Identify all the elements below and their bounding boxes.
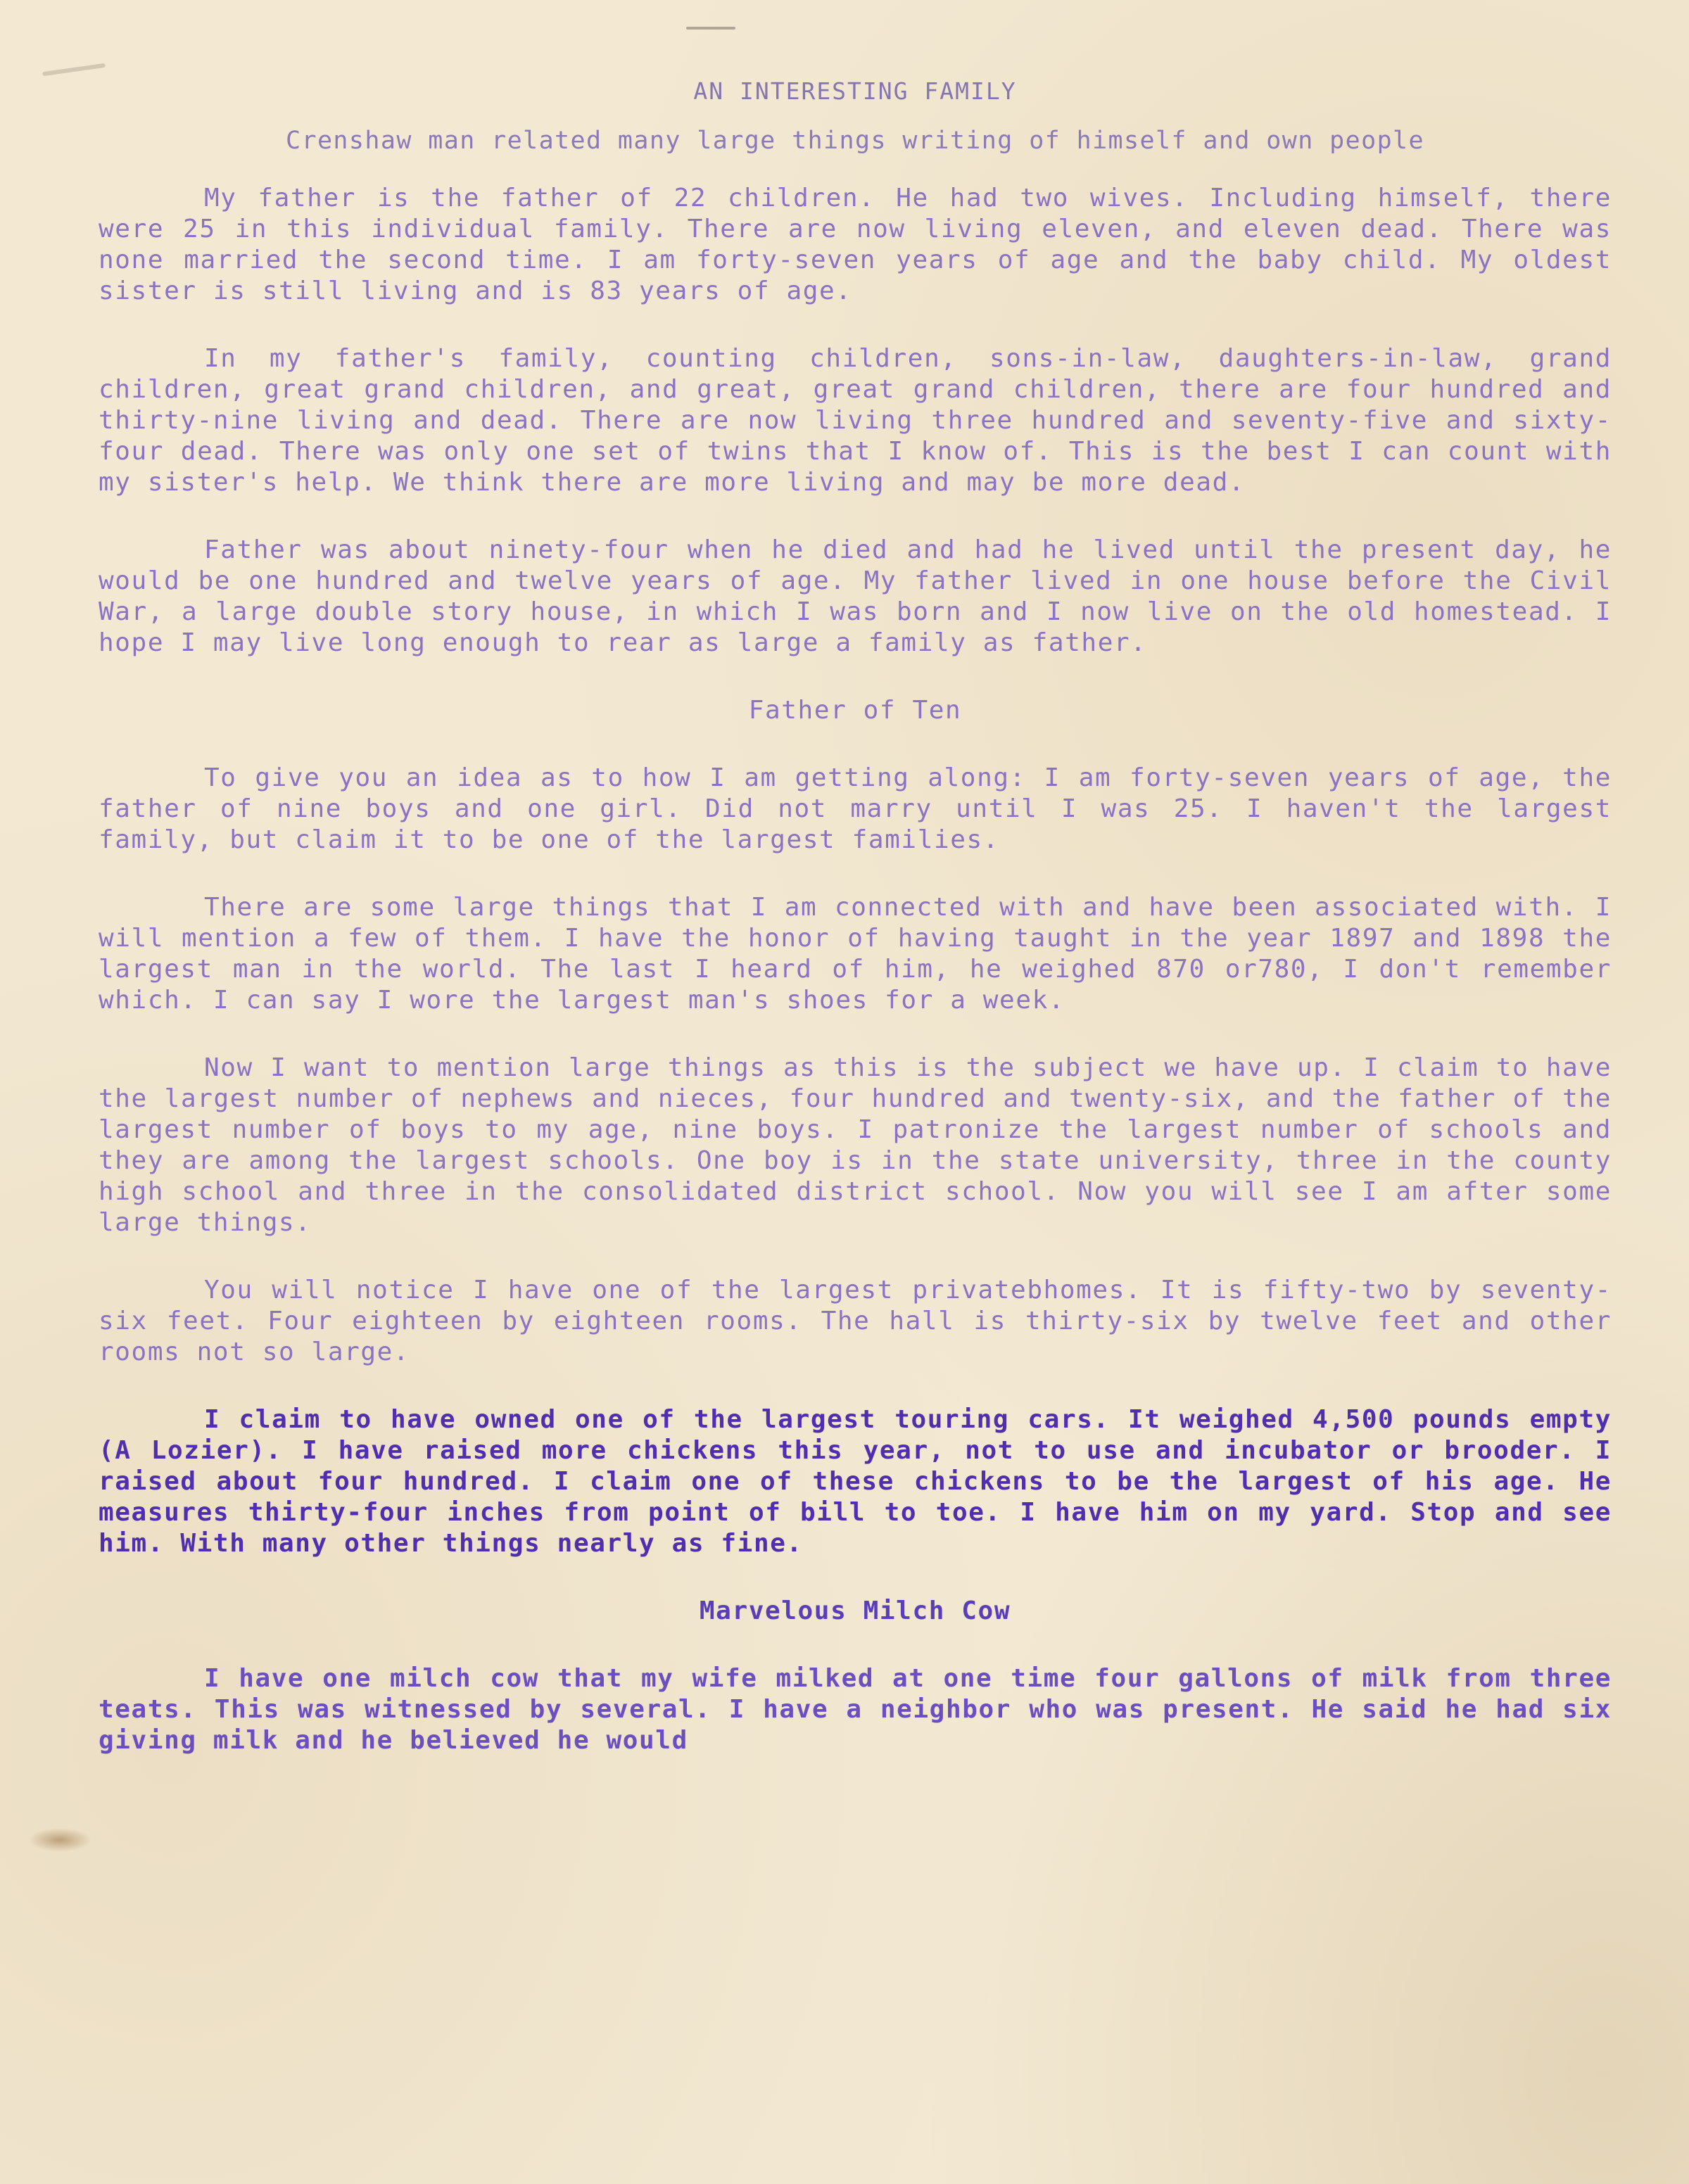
document-title: AN INTERESTING FAMILY <box>693 77 1017 105</box>
document-subtitle: Crenshaw man related many large things writing of himself and own people <box>286 127 1424 155</box>
paragraph-touring-car-chickens: I claim to have owned one of the largest touring cars. It weighed 4,500 pounds empty (A Lozier). I have raised more chickens this year, not to use and incubator or brooder. I raised about four hundred. I claim one of these chickens to be the largest of his age. He measures thirty-four inches from point of bill to toe. I have him on my yard. Stop and see him. With many other things nearly as fine. <box>99 1405 1612 1558</box>
left-ink-mark <box>42 63 106 76</box>
paragraph-getting-along: To give you an idea as to how I am getting along: I am forty-seven years of age, the father of nine boys and one girl. Did not marry until I was 25. I haven't the largest family, but claim it to be one of the largest families. <box>99 763 1612 854</box>
paragraph-largest-home: You will notice I have one of the largest privatebhomes. It is fifty-two by seventy-six feet. Four eighteen by eighteen rooms. The hall is thirty-six by twelve feet and other rooms not so large. <box>99 1276 1612 1366</box>
paragraph-family-count: In my father's family, counting children, sons-in-law, daughters-in-law, grand children, great grand children, and great, great grand children, there are four hundred and thirty-nine living and dead. There are now living three hundred and seventy-five and sixty-four dead. There was only one set of twins that I know of. This is the best I can count with my sister's help. We think there are more living and may be more dead. <box>99 344 1612 497</box>
paragraph-largest-man: There are some large things that I am connected with and have been associated with. I will mention a few of them. I have the honor of having taught in the year 1897 and 1898 the largest man in the world. The last I heard of him, he weighed 870 or780, I don't remember which. I can say I wore the largest man's shoes for a week. <box>99 893 1612 1015</box>
paragraph-father-children: My father is the father of 22 children. He had two wives. Including himself, there were 25 in this individual family. There are now living eleven, and eleven dead. There was none married the second time. I am forty-seven years of age and the baby child. My oldest sister is still living and is 83 years of age. <box>99 184 1612 305</box>
heading-father-of-ten: Father of Ten <box>748 696 962 725</box>
document-body <box>99 76 1612 1793</box>
top-ink-mark <box>686 27 735 30</box>
paragraph-nephews-schools: Now I want to mention large things as this is the subject we have up. I claim to have the largest number of nephews and nieces, four hundred and twenty-six, and the father of the largest number of boys to my age, nine boys. I patronize the largest number of schools and they are among the largest schools. One boy is in the state university, three in the county high school and three in the consolidated district school. Now you will see I am after some large things. <box>99 1053 1612 1237</box>
paper-stain <box>28 1828 91 1852</box>
paragraph-homestead: Father was about ninety-four when he died and had he lived until the present day, he would be one hundred and twelve years of age. My father lived in one house before the Civil War, a large double story house, in which I was born and I now live on the old homestead. I hope I may live long enough to rear as large a family as father. <box>99 535 1612 657</box>
heading-milch-cow: Marvelous Milch Cow <box>699 1596 1011 1625</box>
paragraph-milch-cow: I have one milch cow that my wife milked at one time four gallons of milk from three teats. This was witnessed by several. I have a neighbor who was present. He said he had six giving milk and he believed he would <box>99 1664 1612 1755</box>
